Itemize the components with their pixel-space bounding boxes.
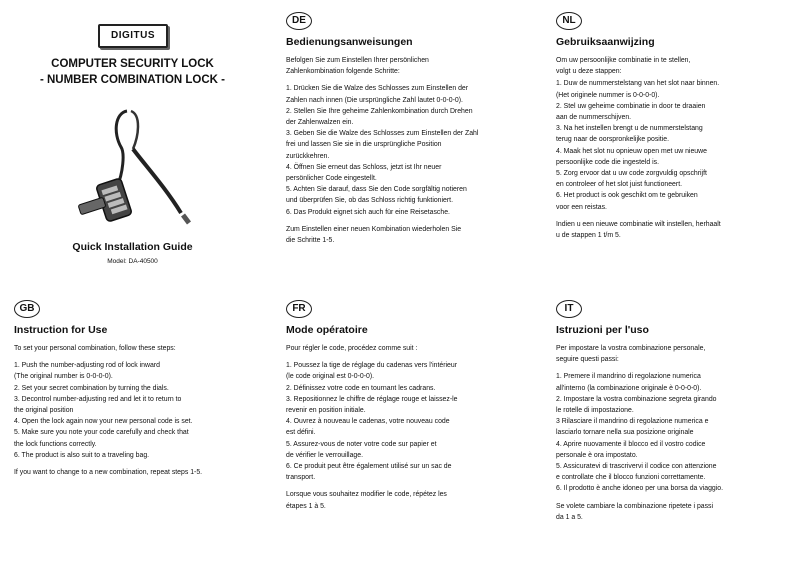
panel-fr xyxy=(282,296,537,566)
body-it xyxy=(556,343,802,523)
outro-it: Se volete cambiare la combinazione ripetete i passi da 1 a 5. xyxy=(556,502,714,521)
language-badge-gb: GB xyxy=(14,300,40,318)
panel-it xyxy=(552,296,802,566)
body-de xyxy=(286,55,533,246)
intro-it: Per impostare la vostra combinazione personale, seguire questi passi: xyxy=(556,345,706,364)
steps-de: 1. Drücken Sie die Walze des Schlosses zum Einstellen der Zahlen nach innen (Die ursprüngliche Zahl lautet 0-0-0-0). 2. Stellen Sie Ihre geheime Zahlenkombination durch Drehen der Zahlenwalzen ein. 3. Geben Sie die Walze des Schlosses zum Einstellen der Zahl frei und lassen Sie sie in die ursprüngliche Position zurückkehren. 4. Öffnen Sie erneut das Schloss, jetzt ist Ihr neuer persönlicher Code eingestellt. 5. Achten Sie darauf, dass Sie den Code sorgfältig notieren und überprüfen Sie, ob das Schloss richtig funktioniert. 6. Das Produkt eignet sich auch für eine Reisetasche. xyxy=(286,85,479,216)
steps-it: 1. Premere il mandrino di regolazione numerica all'interno (la combinazione originale è 0-0-0-0). 2. Impostare la vostra combinazione segreta girando le rotelle di impostazione. 3 Rilasciare il mandrino di regolazione numerica e lasciarlo tornare nella sua posizione originale 4. Aprire nuovamente il blocco ed il vostro codice personale è ora impostato. 5. Assicuratevi di trascrivervi il codice con attenzione e controllate che il blocco funzioni correttamente. 6. Il prodotto è anche idoneo per una borsa da viaggio. xyxy=(556,373,724,493)
heading-gb: Instruction for Use xyxy=(14,324,108,336)
outro-nl: Indien u een nieuwe combinatie wilt instellen, herhaalt u de stappen 1 t/m 5. xyxy=(556,220,721,240)
steps-fr: 1. Poussez la tige de réglage du cadenas vers l'intérieur (le code original est 0-0-0-0). 2. Définissez votre code en tournant les cadrans. 3. Repositionnez le chiffre de réglage rouge et laissez-le revenir en position initiale. 4. Ouvrez à nouveau le cadenas, votre nouveau code est défini. 5. Assurez-vous de noter votre code sur papier et de vérifier le verrouillage. 6. Ce produit peut être également utilisé sur un sac de transport. xyxy=(286,362,458,482)
body-gb xyxy=(14,343,261,478)
outro-de: Zum Einstellen einer neuen Kombination wiederholen Sie die Schritte 1-5. xyxy=(286,225,462,245)
outro-fr: Lorsque vous souhaitez modifier le code, répétez les étapes 1 à 5. xyxy=(286,491,447,510)
cable-lock-image xyxy=(65,103,195,233)
heading-de: Bedienungsanweisungen xyxy=(286,36,413,48)
product-title xyxy=(10,56,255,88)
language-badge-de: DE xyxy=(286,12,312,30)
panel-de xyxy=(282,8,537,278)
title-line-1: COMPUTER SECURITY LOCK xyxy=(51,58,214,70)
language-badge-fr: FR xyxy=(286,300,312,318)
panel-nl xyxy=(552,8,802,278)
panel-gb xyxy=(10,296,265,566)
language-badge-nl: NL xyxy=(556,12,582,30)
heading-it: Istruzioni per l'uso xyxy=(556,324,649,336)
steps-gb: 1. Push the number-adjusting rod of lock inward (The original number is 0-0-0-0). 2. Set your secret combination by turning the dials. 3. Decontrol number-adjusting red and let it to return to the original position 4. Open the lock again now your new personal code is set. 5. Make sure you note your code carefully and check that the lock functions correctly. 6. The product is also suit to a traveling bag. xyxy=(14,362,193,459)
intro-gb: To set your personal combination, follow these steps: xyxy=(14,345,176,352)
cover-panel xyxy=(10,8,265,278)
intro-fr: Pour régler le code, procédez comme suit : xyxy=(286,345,418,352)
language-badge-it: IT xyxy=(556,300,582,318)
quick-installation-guide-title: Quick Installation Guide xyxy=(72,241,193,253)
title-line-2: - NUMBER COMBINATION LOCK - xyxy=(39,74,226,86)
intro-nl: Om uw persoonlijke combinatie in te stellen, volgt u deze stappen: xyxy=(556,57,691,76)
steps-nl: 1. Duw de nummerstelstang van het slot naar binnen. (Het originele nummer is 0-0-0-0). 2. Stel uw geheime combinatie in door te draaien aan de nummerschijven. 3. Na het instellen brengt u de nummerstelstang terug naar de oorspronkelijke positie. 4. Maak het slot nu opnieuw open met uw nieuwe persoonlijke code die ingesteld is. 5. Zorg ervoor dat u uw code zorgvuldig opschrijft en controleer of het slot juist functioneert. 6. Het product is ook geschikt om te gebruiken voor een reistas. xyxy=(556,80,720,211)
heading-fr: Mode opératoire xyxy=(286,324,368,336)
body-nl xyxy=(556,55,802,241)
model-number: Model: DA-40500 xyxy=(107,258,158,265)
heading-nl: Gebruiksaanwijzing xyxy=(556,36,655,48)
outro-gb: If you want to change to a new combination, repeat steps 1-5. xyxy=(14,469,203,477)
digitus-logo: DIGITUS xyxy=(98,24,168,48)
intro-de: Befolgen Sie zum Einstellen Ihrer persönlichen Zahlenkombination folgende Schritte: xyxy=(286,57,429,76)
body-fr xyxy=(286,343,533,512)
